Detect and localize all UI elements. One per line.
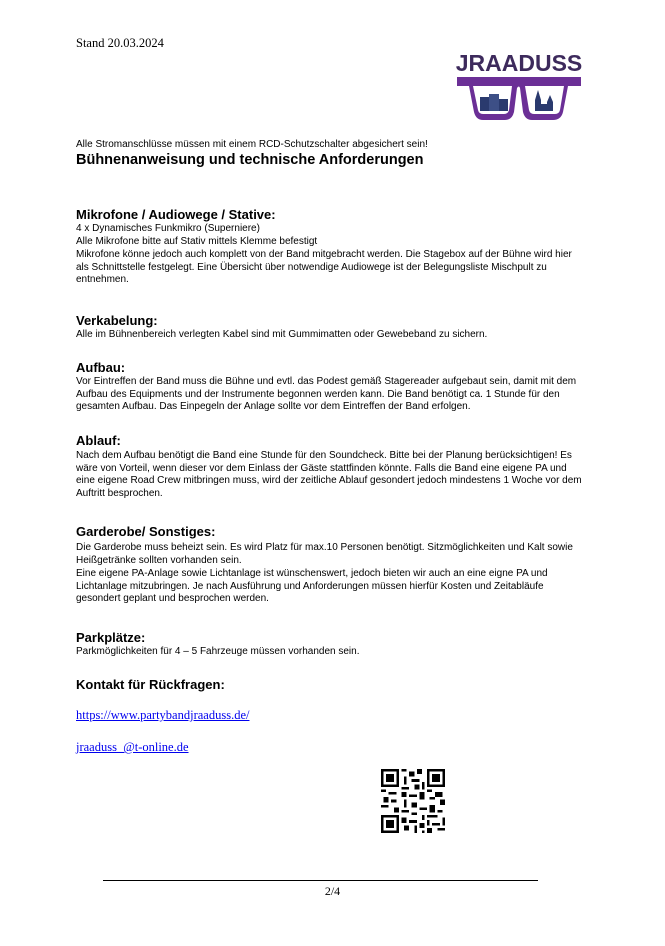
rcd-notice: Alle Stromanschlüsse müssen mit einem RCD-Schutzschalter abgesichert sein! <box>76 139 428 150</box>
page-title: Bühnenanweisung und technische Anforderungen <box>76 152 424 168</box>
section-heading-verkabelung: Verkabelung: <box>76 313 158 328</box>
page-number: 2/4 <box>324 884 341 898</box>
mikrofone-line-1: 4 x Dynamisches Funkmikro (Superniere) <box>76 223 260 234</box>
section-heading-ablauf: Ablauf: <box>76 433 121 448</box>
section-heading-garderobe: Garderobe/ Sonstiges: <box>76 524 216 539</box>
qr-code[interactable] <box>381 769 445 833</box>
parkplaetze-paragraph: Parkmöglichkeiten für 4 – 5 Fahrzeuge müssen vorhanden sein. <box>76 646 360 657</box>
band-logo <box>455 50 583 126</box>
footer-divider <box>103 880 538 881</box>
section-heading-parkplaetze: Parkplätze: <box>76 630 146 645</box>
garderobe-paragraph-1: Die Garderobe muss beheizt sein. Es wird Platz für max.10 Personen benötigt. Sitzmöglichkeiten und Kalt sowie Heißgetränke sollten vorhanden sein. <box>76 542 573 566</box>
ablauf-paragraph: Nach dem Aufbau benötigt die Band eine Stunde für den Soundcheck. Bitte bei der Planung berücksichtigen! Es wäre von Vorteil, wenn dieser vor dem Einlass der Gäste stattfinden könnte. Falls die Band eine eigene PA und eine eigene Road Crew mitbringen muss, wird der zeitliche Ablauf gesondert jedoch mindestens 1 Woche vor dem Auftritt besprochen. <box>76 450 582 499</box>
garderobe-paragraph-2: Eine eigene PA-Anlage sowie Lichtanlage ist wünschenswert, jedoch bieten wir auch an eine eigne PA und Lichtanlage mitzubringen. Je nach Ausführung und Anforderungen müssen hierfür Kosten und Zeitabläufe gesondert geplant und besprochen werden. <box>76 568 548 605</box>
mikrofone-line-2: Alle Mikrofone bitte auf Stativ mittels Klemme befestigt <box>76 236 318 247</box>
section-heading-kontakt: Kontakt für Rückfragen: <box>76 677 225 692</box>
aufbau-paragraph: Vor Eintreffen der Band muss die Bühne und evtl. das Podest gemäß Stagereader aufgebaut sein, damit mit dem Aufbau des Equipments und der Instrumente begonnen werden kann. Die Band benötigt ca. 1 Stunde für den gesamten Aufbau. Das Einpegeln der Anlage sollte vor dem Eintreffen der Band erfolgen. <box>76 376 577 413</box>
section-heading-aufbau: Aufbau: <box>76 360 126 375</box>
mikrofone-paragraph: Mikrofone könne jedoch auch komplett von der Band mitgebracht werden. Die Stagebox auf der Bühne wird hier als Schnittstelle festgelegt. Eine Übersicht über notwendige Audiowege ist der Belegungsliste Mischpult zu entnehmen. <box>76 249 572 286</box>
verkabelung-paragraph: Alle im Bühnenbereich verlegten Kabel sind mit Gummimatten oder Gewebeband zu sichern. <box>76 329 488 340</box>
logo-wordmark: JRAADUSS <box>455 50 583 76</box>
document-date: Stand 20.03.2024 <box>76 36 164 50</box>
email-link[interactable]: jraaduss_@t-online.de <box>76 740 189 754</box>
website-link[interactable]: https://www.partybandjraaduss.de/ <box>76 708 250 722</box>
section-heading-mikrofone: Mikrofone / Audiowege / Stative: <box>76 207 276 222</box>
